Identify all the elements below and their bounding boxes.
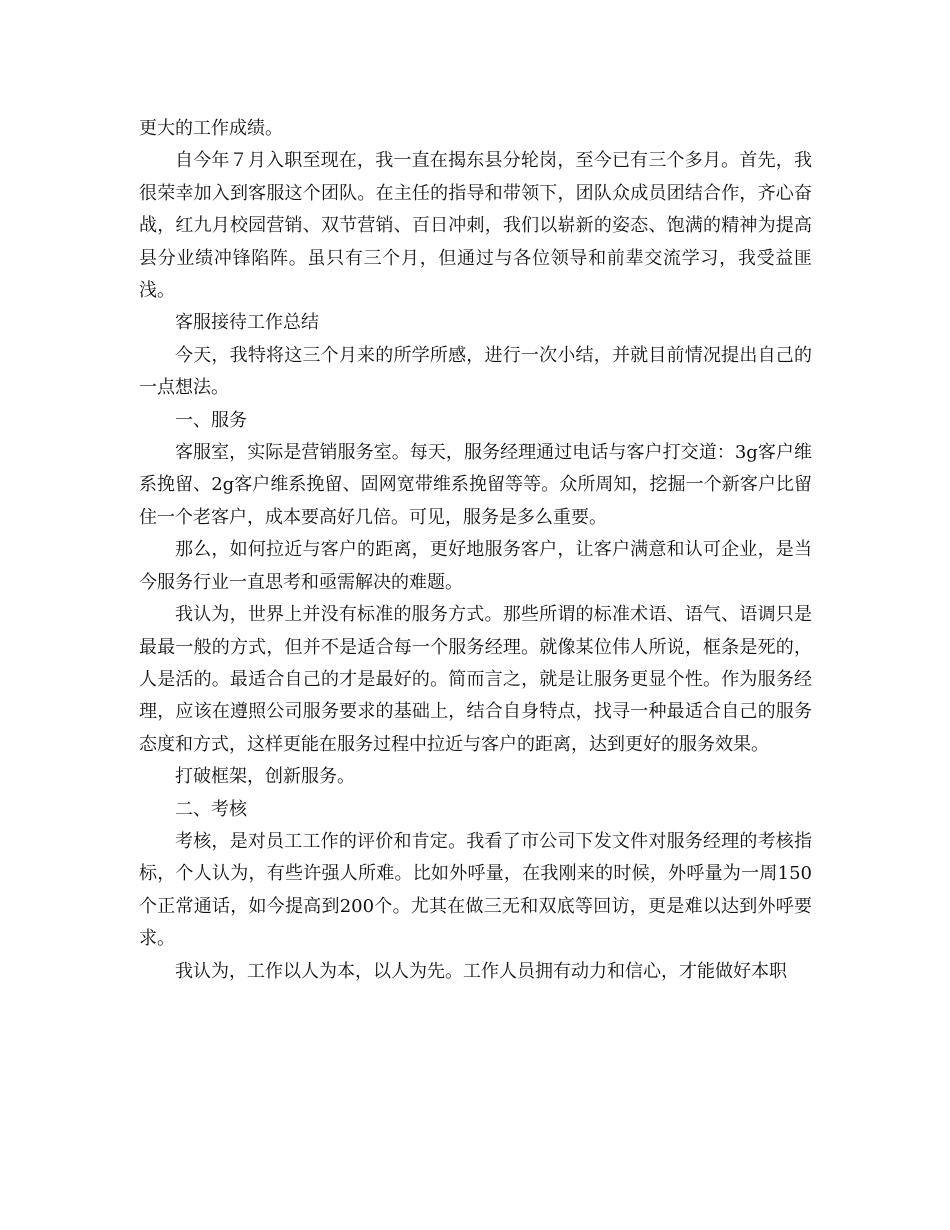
paragraph-assessment: 考核，是对员工工作的评价和肯定。我看了市公司下发文件对服务经理的考核指标，个人认为，有些许强人所难。比如外呼量，在我刚来的时候，外呼量为一周150个正常通话，如今提高到200个。尤其在做三无和双底等回访，更是难以达到外呼要求。 (139, 830, 812, 950)
paragraph-summary: 今天，我特将这三个月来的所学所感，进行一次小结，并就目前情况提出自己的一点想法。 (139, 344, 812, 399)
paragraph-customer-distance: 那么，如何拉近与客户的距离，更好地服务客户，让客户满意和认可企业，是当今服务行业一直思考和亟需解决的难题。 (139, 539, 812, 593)
section-heading-assessment: 二、考核 (175, 798, 247, 820)
paragraph-service-style: 我认为，世界上并没有标准的服务方式。那些所谓的标准术语、语气、语调只是最最一般的方式，但并不是适合每一个服务经理。就像某位伟人所说，框条是死的，人是活的。最适合自己的才是最好的。简而言之，就是让服务更显个性。作为服务经理，应该在遵照公司服务要求的基础上，结合自身特点，找寻一种最适合自己的服务态度和方式，这样更能在服务过程中拉近与客户的距离，达到更好的服务效果。 (139, 604, 812, 755)
paragraph-service-room: 客服室，实际是营销服务室。每天，服务经理通过电话与客户打交道：3g客户维系挽留、2g客户维系挽留、固网宽带维系挽留等等。众所周知，挖掘一个新客户比留住一个老客户，成本要高好几倍。可见，服务是多么重要。 (139, 442, 812, 528)
paragraph-innovate: 打破框架，创新服务。 (175, 766, 355, 788)
paragraph-title: 客服接待工作总结 (175, 312, 319, 334)
section-heading-service: 一、服务 (175, 409, 247, 431)
document-page (139, 113, 812, 988)
paragraph-people-first: 我认为，工作以人为本，以人为先。工作人员拥有动力和信心，才能做好本职 (175, 960, 787, 982)
paragraph-continuation: 更大的工作成绩。 (139, 118, 283, 139)
paragraph-intro: 自今年７月入职至现在，我一直在揭东县分轮岗，至今已有三个多月。首先，我很荣幸加入到客服这个团队。在主任的指导和带领下，团队众成员团结合作，齐心奋战，红九月校园营销、双节营销、百日冲刺，我们以崭新的姿态、饱满的精神为提高县分业绩冲锋陷阵。虽只有三个月，但通过与各位领导和前辈交流学习，我受益匪浅。 (139, 150, 812, 302)
